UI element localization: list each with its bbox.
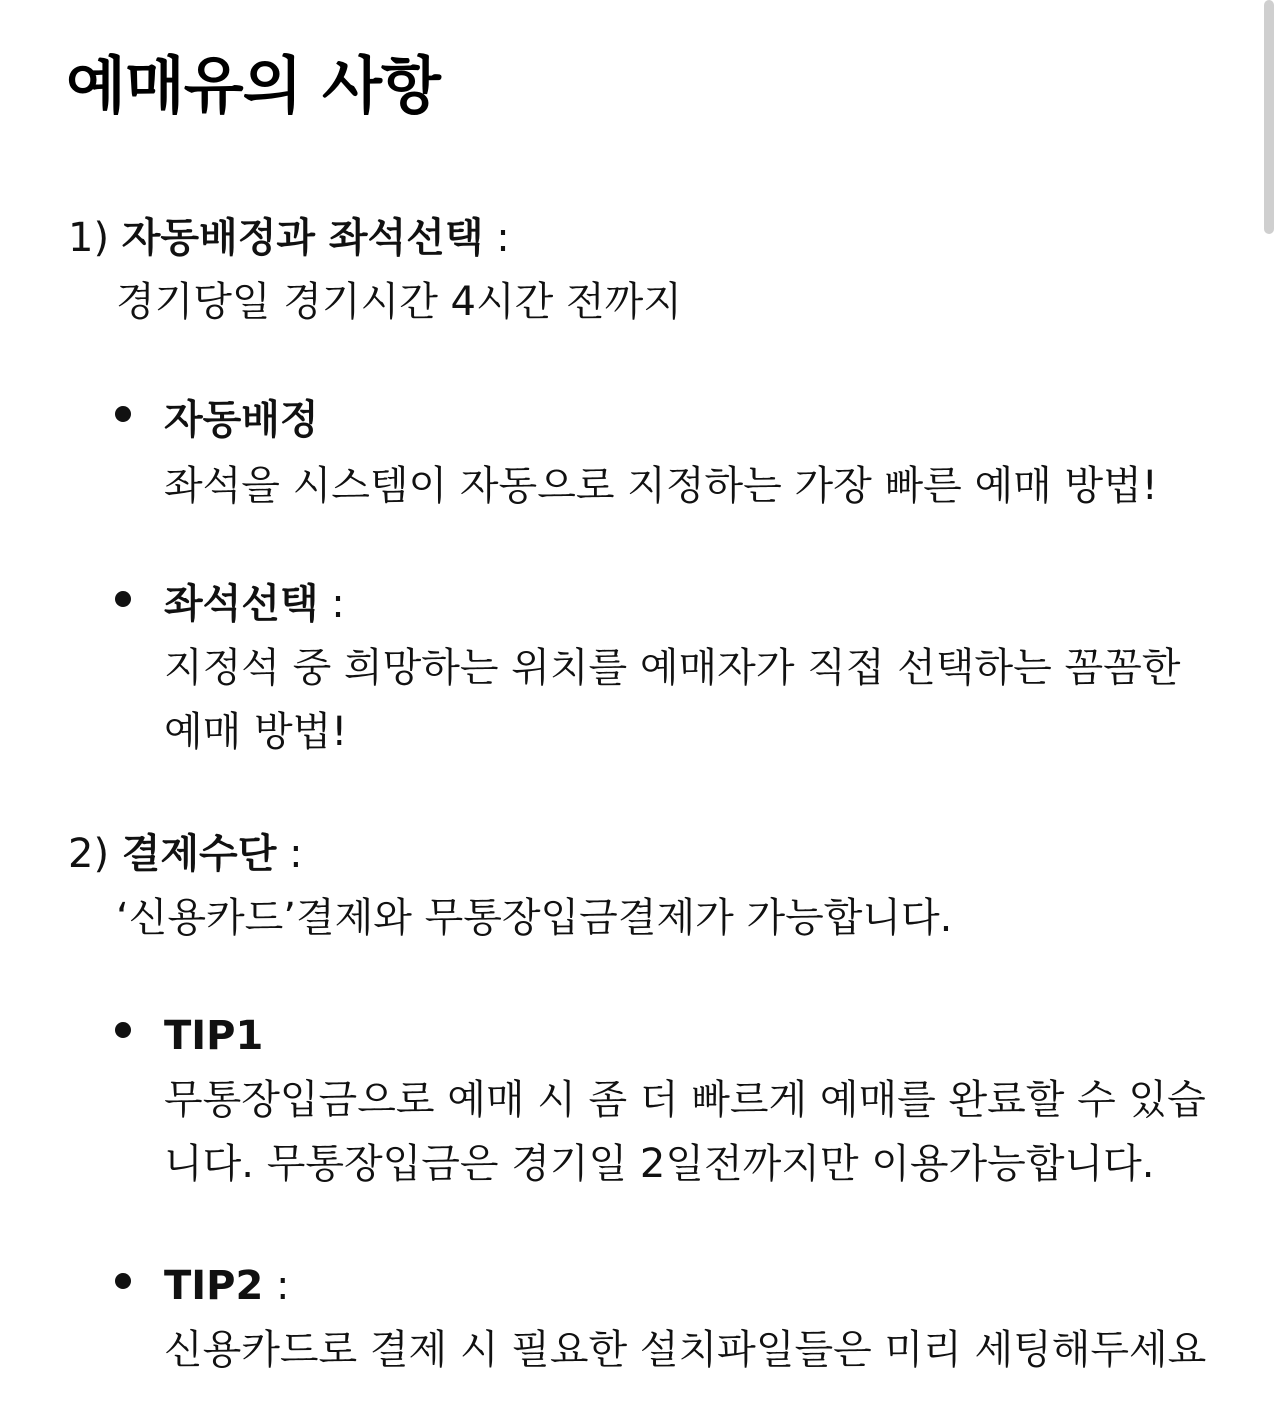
- bullet-icon: [115, 1022, 131, 1038]
- item-line: 좌석을 시스템이 자동으로 지정하는 가장 빠른 예매 방법!: [164, 463, 1158, 509]
- item-title: 자동배정: [164, 397, 319, 443]
- section-2-heading: [68, 828, 303, 880]
- section-number: 2): [68, 831, 110, 877]
- item-line: 예매 방법!: [164, 709, 348, 755]
- item-tip1-description: [164, 1068, 1224, 1196]
- scrollbar-thumb[interactable]: [1264, 0, 1274, 234]
- section-1-description: 경기당일 경기시간 4시간 전까지: [116, 279, 682, 325]
- item-seat-select-description: [164, 636, 1224, 764]
- page-title: 예매유의 사항: [66, 49, 440, 122]
- section-2-description: ‘신용카드’결제와 무통장입금결제가 가능합니다.: [116, 895, 953, 941]
- section-title: 결제수단: [121, 831, 277, 877]
- item-seat-select-heading: [164, 578, 345, 630]
- item-tip2-heading: [164, 1260, 290, 1312]
- section-number: 1): [68, 215, 110, 261]
- bullet-icon: [115, 591, 131, 607]
- item-tip1-heading: [164, 1010, 263, 1062]
- item-line: 신용카드로 결제 시 필요한 설치파일들은 미리 세팅해두세요: [164, 1327, 1207, 1373]
- section-1-heading: [68, 212, 510, 264]
- item-title: 좌석선택: [164, 581, 319, 627]
- item-title: TIP2: [164, 1263, 264, 1309]
- bullet-icon: [115, 1273, 131, 1289]
- item-line: 지정석 중 희망하는 위치를 예매자가 직접 선택하는 꼼꼼한: [164, 645, 1181, 691]
- section-colon: :: [289, 831, 303, 877]
- item-title: TIP1: [164, 1013, 264, 1059]
- item-colon: :: [331, 581, 345, 627]
- item-auto-assign-heading: [164, 394, 319, 446]
- item-line: 니다. 무통장입금은 경기일 2일전까지만 이용가능합니다.: [164, 1141, 1155, 1187]
- section-colon: :: [496, 215, 510, 261]
- item-tip2-description: [164, 1318, 1224, 1382]
- item-auto-assign-description: [164, 454, 1224, 518]
- section-title: 자동배정과 좌석선택: [121, 215, 484, 261]
- item-colon: :: [276, 1263, 290, 1309]
- bullet-icon: [115, 406, 131, 422]
- item-line: 무통장입금으로 예매 시 좀 더 빠르게 예매를 완료할 수 있습: [164, 1077, 1206, 1123]
